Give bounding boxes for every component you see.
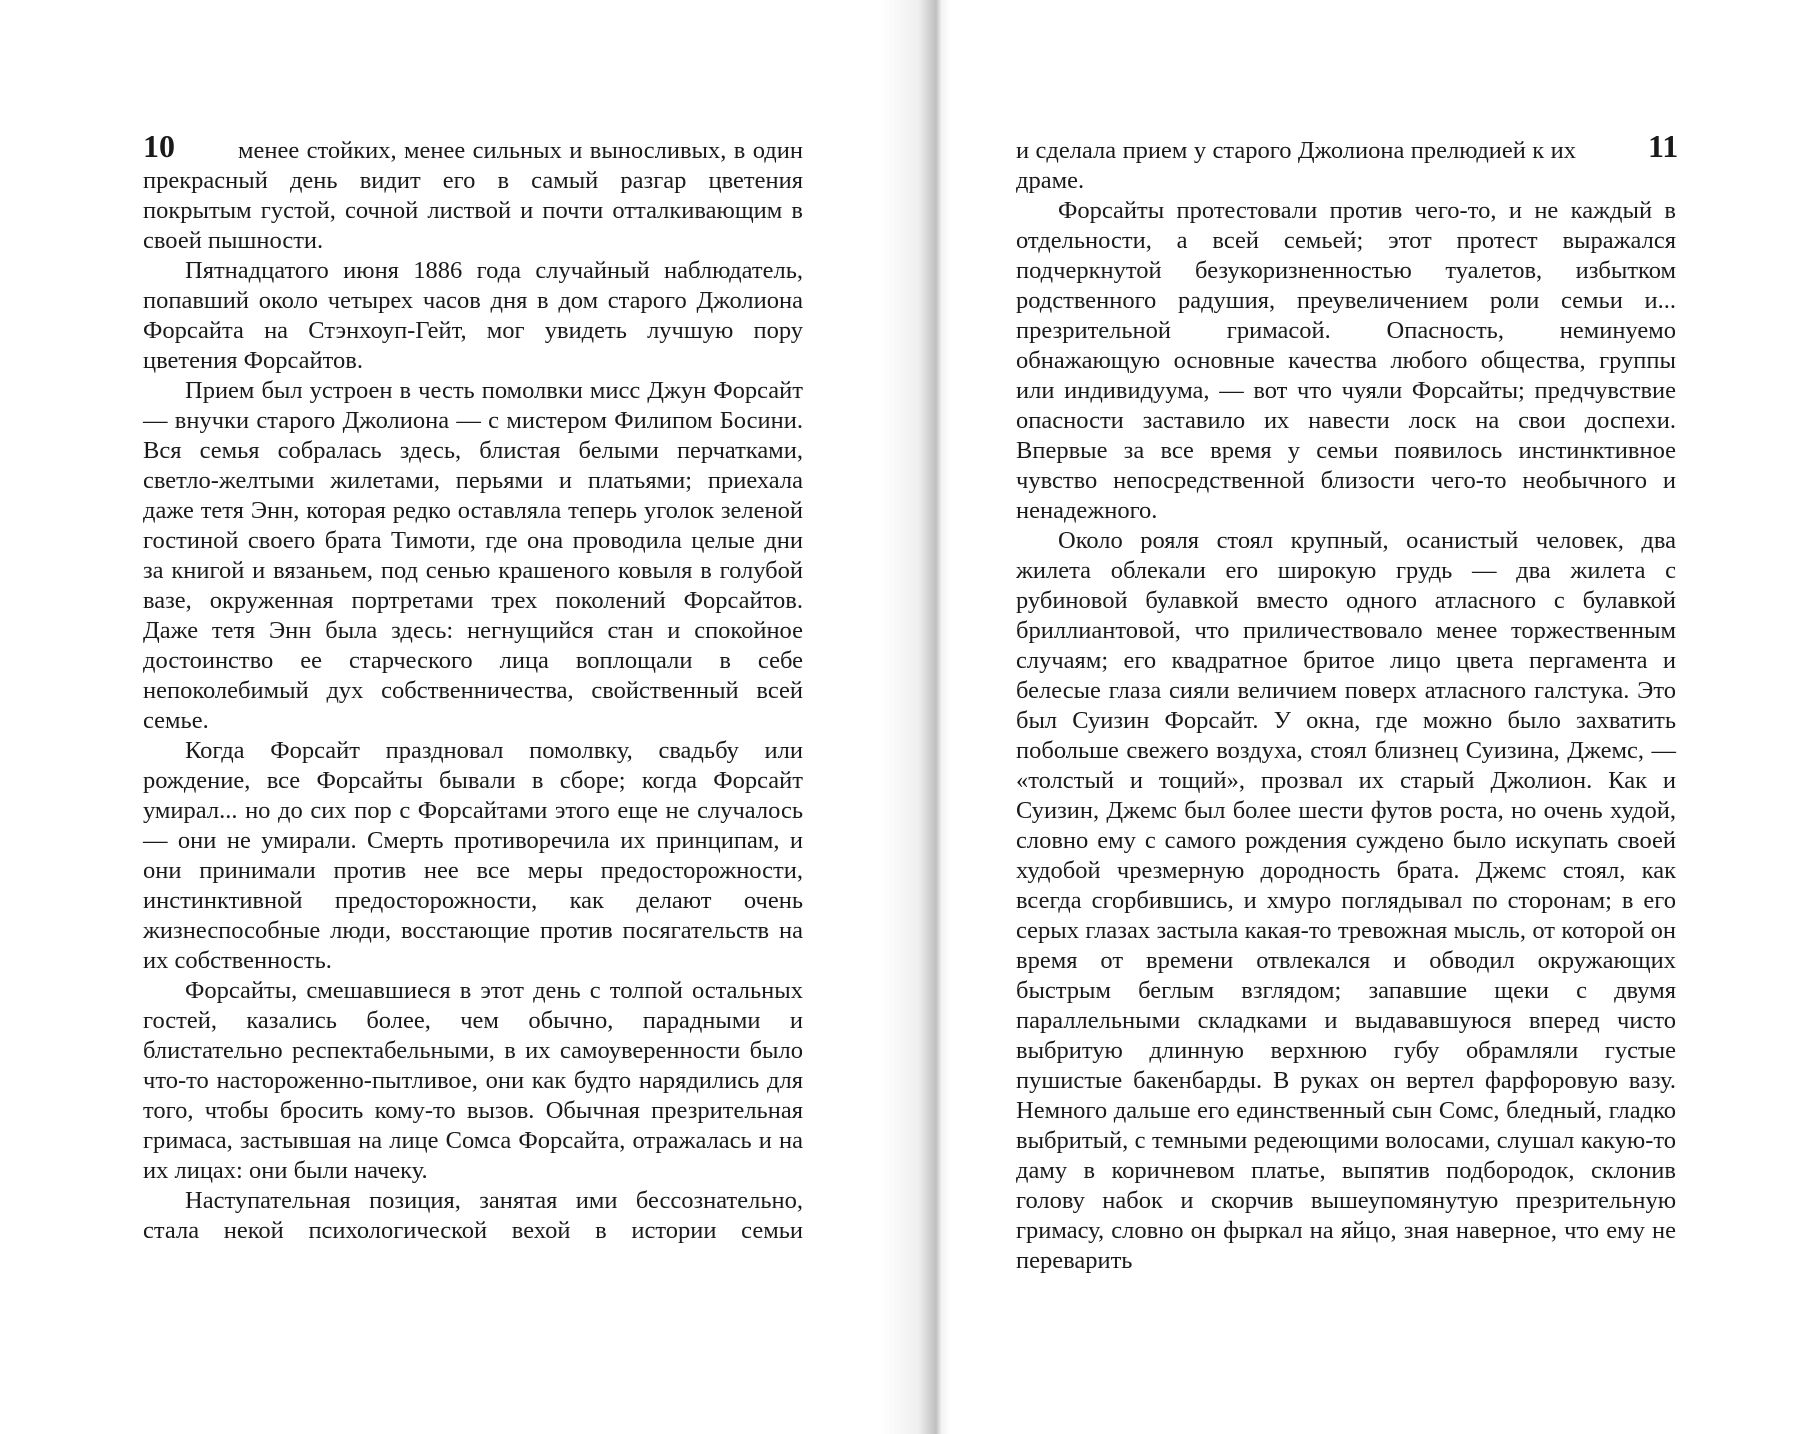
paragraph: Форсайты, смешавшиеся в этот день с толпой остальных гостей, казались более, чем обычно, парадными и блистательно респектабельными, в их самоуверенности было что-то настороженно-пытливое, они как будто нарядились для того, чтобы бросить кому-то вызов. Обычная презрительная гримаса, застывшая на лице Сомса Форсайта, отражалась и на их лицах: они были начеку. <box>143 977 803 1184</box>
paragraph: Прием был устроен в честь помолвки мисс Джун Форсайт — внучки старого Джолиона — с мистером Филипом Босини. Вся семья собралась здесь, блистая белыми перчатками, светло-желтыми жилетами, перьями и платьями; приехала даже тетя Энн, которая редко оставляла теперь уголок зеленой гостиной своего брата Тимоти, где она проводила целые дни за книгой и вязаньем, под сенью крашеного ковыля в голубой вазе, окруженная портретами трех поколений Форсайтов. Даже тетя Энн была здесь: негнущийся стан и спокойное достоинство ее старческого лица воплощали в себе непоколебимый дух собственничества, свойственный всей семье. <box>143 377 803 734</box>
left-page-text <box>143 136 803 1246</box>
left-page-number: 10 <box>143 128 175 164</box>
paragraph: Наступательная позиция, занятая ими бессознательно, стала некой психологической вехой в истории семьи <box>143 1187 803 1244</box>
paragraph: менее стойких, менее сильных и выносливых, в один прекрасный день видит его в самый разгар цветения покрытым густой, сочной листвой и почти отталкивающим в своей пышности. <box>143 137 803 254</box>
paragraph: Когда Форсайт праздновал помолвку, свадьбу или рождение, все Форсайты бывали в сборе; когда Форсайт умирал... но до сих пор с Форсайтами этого еще не случалось — они не умирали. Смерть противоречила их принципам, и они принимали против нее все меры предосторожности, инстинктивной предосторожности, как делают очень жизнеспособные люди, восстающие против посягательств на их собственность. <box>143 737 803 974</box>
paragraph: Пятнадцатого июня 1886 года случайный наблюдатель, попавший около четырех часов дня в дом старого Джолиона Форсайта на Стэнхоуп-Гейт, мог увидеть лучшую пору цветения Форсайтов. <box>143 257 803 374</box>
paragraph: Около рояля стоял крупный, осанистый человек, два жилета облекали его широкую грудь — два жилета с рубиновой булавкой вместо одного атласного с булавкой бриллиантовой, что приличествовало менее торжественным случаям; его квадратное бритое лицо цвета пергамента и белесые глаза сияли величием поверх атласного галстука. Это был Суизин Форсайт. У окна, где можно было захватить побольше свежего воздуха, стоял близнец Суизина, Джемс, — «толстый и тощий», прозвал их старый Джолион. Как и Суизин, Джемс был более шести футов роста, но очень худой, словно ему с самого рождения суждено было искупать своей худобой чрезмерную дородность брата. Джемс стоял, как всегда сгорбившись, и хмуро поглядывал по сторонам; в его серых глазах застыла какая-то тревожная мысль, от которой он время от времени отвлекался и обводил окружающих быстрым беглым взглядом; запавшие щеки с двумя параллельными складками и выдававшуюся вперед чисто выбритую длинную верхнюю губу обрамляли густые пушистые бакенбарды. В руках он вертел фарфоровую вазу. Немного дальше его единственный сын Сомс, бледный, гладко выбритый, с темными редеющими волосами, слушал какую-то даму в коричневом платье, выпятив подбородок, склонив голову набок и скорчив вышеупомянутую презрительную гримасу, словно он фыркал на яйцо, зная наверное, что ему не переварить <box>1016 527 1676 1274</box>
right-page-number: 11 <box>1648 128 1679 164</box>
book-gutter-shadow <box>880 0 950 1434</box>
paragraph: и сделала прием у старого Джолиона прелюдией к их драме. <box>1016 137 1576 194</box>
right-page-text <box>1016 136 1676 1276</box>
paragraph: Форсайты протестовали против чего-то, и не каждый в отдельности, а всей семьей; этот протест выражался подчеркнутой безукоризненностью туалетов, избытком родственного радушия, преувеличением роли семьи и... презрительной гримасой. Опасность, неминуемо обнажающую основные качества любого общества, группы или индивидуума, — вот что чуяли Форсайты; предчувствие опасности заставило их навести лоск на свои доспехи. Впервые за все время у семьи появилось инстинктивное чувство непосредственной близости чего-то необычного и ненадежного. <box>1016 197 1676 524</box>
